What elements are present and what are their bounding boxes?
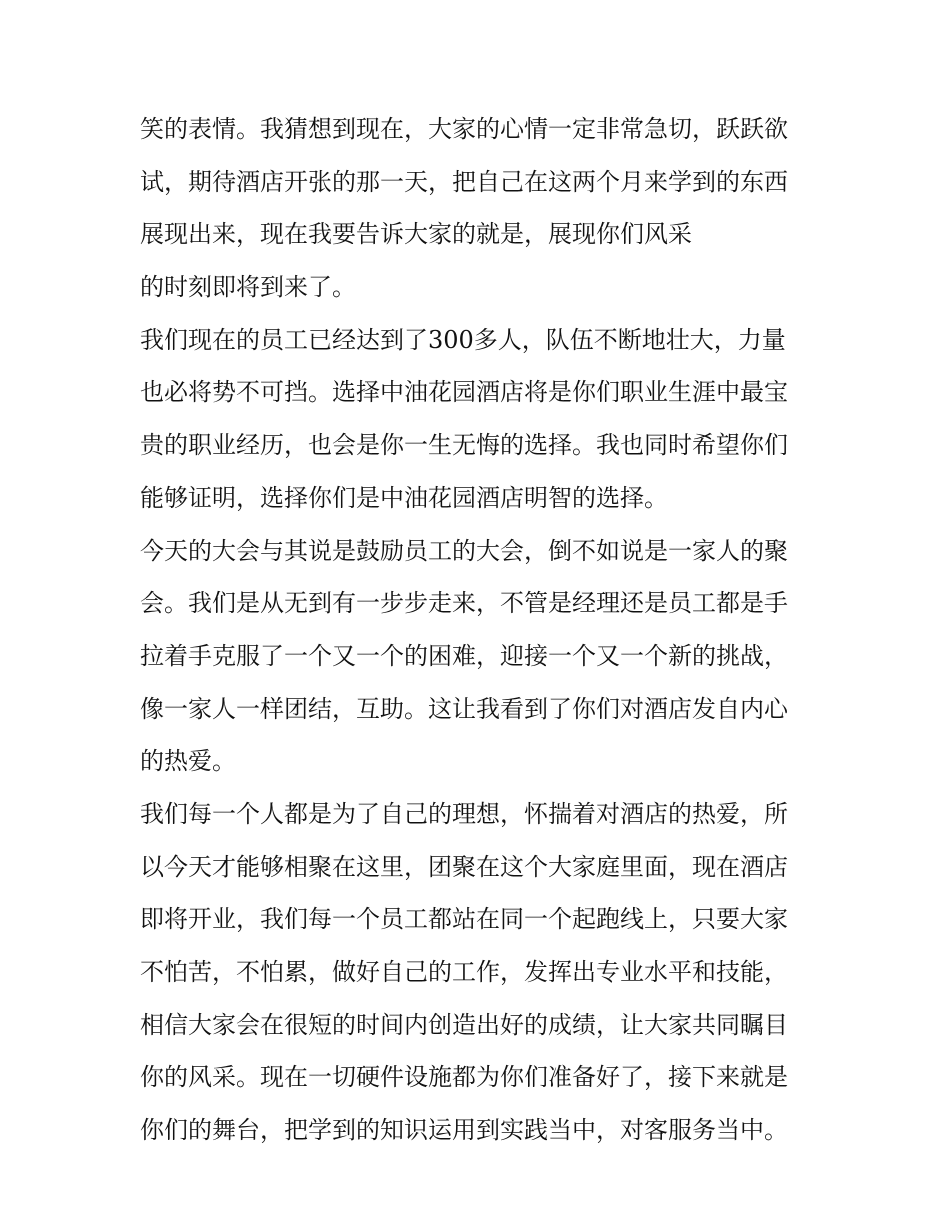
text-line: 你的风采。现在一切硬件设施都为你们准备好了，接下来就是 — [140, 1063, 788, 1092]
text-line: 即将开业，我们每一个员工都站在同一个起跑线上，只要大家 — [140, 905, 788, 934]
text-line: 笑的表情。我猜想到现在，大家的心情一定非常急切，跃跃欲 — [140, 115, 788, 143]
text-line: 不怕苦，不怕累，做好自己的工作，发挥出专业水平和技能， — [140, 958, 788, 986]
text-line: 试，期待酒店开张的那一天，把自己在这两个月来学到的东西 — [140, 167, 788, 196]
text-line: 像一家人一样团结，互助。这让我看到了你们对酒店发自内心 — [140, 694, 788, 723]
text-line: 会。我们是从无到有一步步走来，不管是经理还是员工都是手 — [140, 589, 788, 618]
text-line: 我们现在的员工已经达到了300多人，队伍不断地壮大，力量 — [140, 325, 786, 354]
text-line: 今天的大会与其说是鼓励员工的大会，倒不如说是一家人的聚 — [140, 536, 788, 565]
text-line: 拉着手克服了一个又一个的困难，迎接一个又一个新的挑战， — [140, 641, 788, 670]
text-line: 你们的舞台，把学到的知识运用到实践当中，对客服务当中。 — [140, 1116, 788, 1145]
text-line: 展现出来，现在我要告诉大家的就是，展现你们风采 — [140, 220, 692, 249]
text-line: 贵的职业经历，也会是你一生无悔的选择。我也同时希望你们 — [140, 431, 788, 460]
text-line: 能够证明，选择你们是中油花园酒店明智的选择。 — [140, 483, 668, 512]
text-line: 的热爱。 — [140, 747, 236, 776]
text-line: 以今天才能够相聚在这里，团聚在这个大家庭里面，现在酒店 — [140, 852, 788, 881]
text-line: 相信大家会在很短的时间内创造出好的成绩，让大家共同瞩目 — [140, 1010, 788, 1039]
text-line: 我们每一个人都是为了自己的理想，怀揣着对酒店的热爱，所 — [140, 799, 788, 828]
text-line: 也必将势不可挡。选择中油花园酒店将是你们职业生涯中最宝 — [140, 378, 788, 407]
body-text — [140, 103, 820, 1157]
text-line: 的时刻即将到来了。 — [140, 273, 356, 302]
